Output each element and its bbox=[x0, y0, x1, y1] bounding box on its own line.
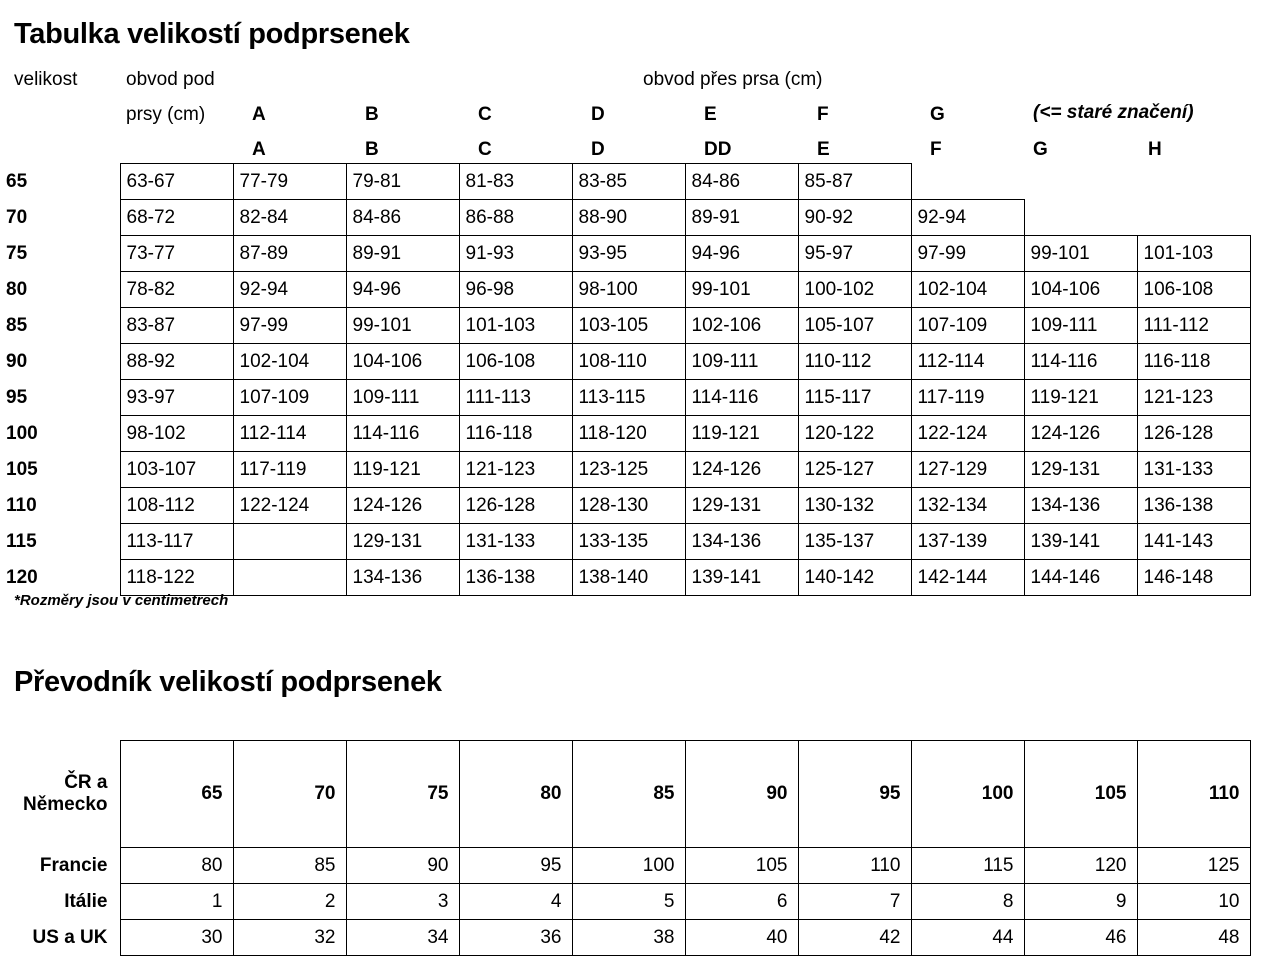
converter-header-cell: 110 bbox=[1137, 741, 1250, 848]
cell-overbust: 140-142 bbox=[798, 560, 911, 596]
header-label-underbust-line2: prsy (cm) bbox=[126, 104, 206, 125]
cell-overbust: 122-124 bbox=[233, 488, 346, 524]
converter-row-label: Itálie bbox=[64, 890, 108, 912]
row-size-label: 95 bbox=[6, 386, 28, 408]
cup-header-old-2: C bbox=[478, 104, 492, 125]
row-size-label: 100 bbox=[6, 422, 38, 444]
cell-overbust: 135-137 bbox=[798, 524, 911, 560]
table-row bbox=[0, 560, 1250, 596]
converter-header-cell: 105 bbox=[1024, 741, 1137, 848]
table-row bbox=[0, 164, 1250, 200]
cell-overbust: 120-122 bbox=[798, 416, 911, 452]
converter-cell: 6 bbox=[685, 884, 798, 920]
converter-cell: 100 bbox=[572, 848, 685, 884]
cell-overbust: 136-138 bbox=[459, 560, 572, 596]
cell-overbust: 77-79 bbox=[233, 164, 346, 200]
cell-overbust bbox=[233, 560, 346, 596]
sizes-table-footnote: *Rozměry jsou v centimetrech bbox=[14, 592, 229, 609]
cell-overbust: 106-108 bbox=[459, 344, 572, 380]
row-size-label: 105 bbox=[6, 458, 38, 480]
cell-overbust: 129-131 bbox=[685, 488, 798, 524]
cell-overbust: 101-103 bbox=[459, 308, 572, 344]
converter-cell: 38 bbox=[572, 920, 685, 956]
cell-overbust: 133-135 bbox=[572, 524, 685, 560]
cell-overbust: 127-129 bbox=[911, 452, 1024, 488]
header-label-underbust-line1: obvod pod bbox=[126, 69, 215, 90]
row-size-label: 70 bbox=[6, 206, 28, 228]
converter-cell: 7 bbox=[798, 884, 911, 920]
cell-overbust: 94-96 bbox=[685, 236, 798, 272]
cell-overbust: 114-116 bbox=[685, 380, 798, 416]
cell-overbust: 83-85 bbox=[572, 164, 685, 200]
converter-header-cell: 95 bbox=[798, 741, 911, 848]
cell-overbust: 102-104 bbox=[911, 272, 1024, 308]
cup-header-old-6: G bbox=[930, 104, 945, 125]
cell-overbust: 126-128 bbox=[1137, 416, 1250, 452]
cell-overbust: 128-130 bbox=[572, 488, 685, 524]
converter-cell: 44 bbox=[911, 920, 1024, 956]
cell-overbust: 136-138 bbox=[1137, 488, 1250, 524]
converter-cell: 1 bbox=[120, 884, 233, 920]
cell-overbust: 134-136 bbox=[685, 524, 798, 560]
converter-row-label: Francie bbox=[39, 854, 108, 876]
cell-overbust: 116-118 bbox=[459, 416, 572, 452]
cell-overbust: 121-123 bbox=[459, 452, 572, 488]
bra-size-chart-table bbox=[0, 163, 1251, 596]
table-header-row bbox=[0, 741, 1250, 848]
cup-header-new-8: H bbox=[1148, 139, 1162, 160]
cell-overbust: 119-121 bbox=[685, 416, 798, 452]
cell-overbust: 129-131 bbox=[346, 524, 459, 560]
cup-header-old-1: B bbox=[365, 104, 379, 125]
converter-cell: 36 bbox=[459, 920, 572, 956]
cup-header-new-0: A bbox=[252, 139, 266, 160]
cell-underbust: 73-77 bbox=[120, 236, 233, 272]
cell-overbust: 103-105 bbox=[572, 308, 685, 344]
cell-overbust: 146-148 bbox=[1137, 560, 1250, 596]
row-size-label: 85 bbox=[6, 314, 28, 336]
converter-header-cell: 70 bbox=[233, 741, 346, 848]
table-row bbox=[0, 524, 1250, 560]
cell-underbust: 98-102 bbox=[120, 416, 233, 452]
cell-overbust: 87-89 bbox=[233, 236, 346, 272]
cell-overbust: 142-144 bbox=[911, 560, 1024, 596]
cell-overbust bbox=[233, 524, 346, 560]
cup-header-new-4: DD bbox=[704, 139, 732, 160]
converter-header-cell: 100 bbox=[911, 741, 1024, 848]
cell-overbust: 126-128 bbox=[459, 488, 572, 524]
row-size-label: 90 bbox=[6, 350, 28, 372]
converter-header-label-line1: ČR a bbox=[64, 772, 108, 794]
cell-overbust bbox=[1137, 200, 1250, 236]
converter-cell: 8 bbox=[911, 884, 1024, 920]
page-title-converter: Převodník velikostí podprsenek bbox=[14, 666, 442, 698]
cell-overbust: 118-120 bbox=[572, 416, 685, 452]
row-size-label: 75 bbox=[6, 242, 28, 264]
converter-row-label: US a UK bbox=[32, 926, 108, 948]
cell-overbust: 89-91 bbox=[685, 200, 798, 236]
cell-overbust: 111-112 bbox=[1137, 308, 1250, 344]
cell-overbust: 107-109 bbox=[233, 380, 346, 416]
table-row bbox=[0, 380, 1250, 416]
row-size-label: 115 bbox=[6, 530, 37, 552]
cell-overbust: 99-101 bbox=[685, 272, 798, 308]
header-label-velikost: velikost bbox=[14, 69, 78, 90]
cell-overbust: 137-139 bbox=[911, 524, 1024, 560]
table-row bbox=[0, 488, 1250, 524]
cell-overbust: 84-86 bbox=[346, 200, 459, 236]
cell-underbust: 108-112 bbox=[120, 488, 233, 524]
cell-overbust: 134-136 bbox=[1024, 488, 1137, 524]
bra-size-converter-table bbox=[0, 740, 1251, 956]
converter-cell: 10 bbox=[1137, 884, 1250, 920]
cell-overbust: 114-116 bbox=[1024, 344, 1137, 380]
cell-overbust: 92-94 bbox=[233, 272, 346, 308]
cell-overbust: 111-113 bbox=[459, 380, 572, 416]
cell-overbust: 79-81 bbox=[346, 164, 459, 200]
cell-overbust: 116-118 bbox=[1137, 344, 1250, 380]
cell-overbust: 132-134 bbox=[911, 488, 1024, 524]
cell-overbust: 93-95 bbox=[572, 236, 685, 272]
cell-overbust: 117-119 bbox=[233, 452, 346, 488]
table-row bbox=[0, 884, 1250, 920]
converter-cell: 4 bbox=[459, 884, 572, 920]
cell-overbust: 84-86 bbox=[685, 164, 798, 200]
cup-header-new-5: E bbox=[817, 139, 830, 160]
converter-cell: 110 bbox=[798, 848, 911, 884]
sizes-table-header-band bbox=[0, 60, 1268, 160]
converter-cell: 30 bbox=[120, 920, 233, 956]
cell-overbust: 85-87 bbox=[798, 164, 911, 200]
converter-cell: 9 bbox=[1024, 884, 1137, 920]
cell-overbust: 95-97 bbox=[798, 236, 911, 272]
cell-overbust: 112-114 bbox=[233, 416, 346, 452]
row-size-label: 65 bbox=[6, 170, 28, 192]
converter-cell: 2 bbox=[233, 884, 346, 920]
cell-overbust: 107-109 bbox=[911, 308, 1024, 344]
page-title-sizes-chart: Tabulka velikostí podprsenek bbox=[14, 18, 410, 50]
cell-overbust: 117-119 bbox=[911, 380, 1024, 416]
row-size-label: 80 bbox=[6, 278, 28, 300]
cell-overbust: 139-141 bbox=[1024, 524, 1137, 560]
converter-cell: 48 bbox=[1137, 920, 1250, 956]
row-size-label: 120 bbox=[6, 566, 38, 588]
cell-overbust: 124-126 bbox=[1024, 416, 1137, 452]
converter-cell: 90 bbox=[346, 848, 459, 884]
cell-underbust: 118-122 bbox=[120, 560, 233, 596]
row-size-label: 110 bbox=[6, 494, 37, 516]
cell-overbust: 81-83 bbox=[459, 164, 572, 200]
cell-overbust: 123-125 bbox=[572, 452, 685, 488]
cell-underbust: 88-92 bbox=[120, 344, 233, 380]
cell-overbust: 110-112 bbox=[798, 344, 911, 380]
cell-overbust: 105-107 bbox=[798, 308, 911, 344]
header-label-overbust: obvod přes prsa (cm) bbox=[643, 69, 823, 90]
table-row bbox=[0, 452, 1250, 488]
cup-header-old-5: F bbox=[817, 104, 829, 125]
cell-underbust: 83-87 bbox=[120, 308, 233, 344]
converter-header-cell: 75 bbox=[346, 741, 459, 848]
cell-underbust: 63-67 bbox=[120, 164, 233, 200]
cell-underbust: 68-72 bbox=[120, 200, 233, 236]
cup-header-new-3: D bbox=[591, 139, 605, 160]
cup-header-old-4: E bbox=[704, 104, 717, 125]
converter-cell: 3 bbox=[346, 884, 459, 920]
converter-header-cell: 65 bbox=[120, 741, 233, 848]
converter-cell: 32 bbox=[233, 920, 346, 956]
cell-overbust: 112-114 bbox=[911, 344, 1024, 380]
table-row bbox=[0, 344, 1250, 380]
cup-header-new-7: G bbox=[1033, 139, 1048, 160]
cell-overbust: 119-121 bbox=[346, 452, 459, 488]
converter-cell: 80 bbox=[120, 848, 233, 884]
cell-overbust bbox=[1024, 200, 1137, 236]
cell-overbust: 144-146 bbox=[1024, 560, 1137, 596]
cell-underbust: 78-82 bbox=[120, 272, 233, 308]
cell-overbust: 82-84 bbox=[233, 200, 346, 236]
converter-cell: 46 bbox=[1024, 920, 1137, 956]
converter-cell: 34 bbox=[346, 920, 459, 956]
cell-overbust: 138-140 bbox=[572, 560, 685, 596]
cell-overbust: 131-133 bbox=[1137, 452, 1250, 488]
converter-cell: 105 bbox=[685, 848, 798, 884]
converter-cell: 40 bbox=[685, 920, 798, 956]
cell-overbust: 99-101 bbox=[346, 308, 459, 344]
converter-cell: 120 bbox=[1024, 848, 1137, 884]
cell-overbust: 96-98 bbox=[459, 272, 572, 308]
cell-overbust: 106-108 bbox=[1137, 272, 1250, 308]
converter-cell: 85 bbox=[233, 848, 346, 884]
cell-underbust: 113-117 bbox=[120, 524, 233, 560]
converter-header-cell: 85 bbox=[572, 741, 685, 848]
cell-overbust: 139-141 bbox=[685, 560, 798, 596]
cup-header-old-0: A bbox=[252, 104, 266, 125]
cell-overbust: 108-110 bbox=[572, 344, 685, 380]
cell-overbust: 131-133 bbox=[459, 524, 572, 560]
cell-overbust: 121-123 bbox=[1137, 380, 1250, 416]
table-row bbox=[0, 920, 1250, 956]
cell-overbust: 86-88 bbox=[459, 200, 572, 236]
cell-overbust: 99-101 bbox=[1024, 236, 1137, 272]
cell-overbust bbox=[1024, 164, 1137, 200]
converter-cell: 95 bbox=[459, 848, 572, 884]
cell-overbust: 125-127 bbox=[798, 452, 911, 488]
cup-header-old-3: D bbox=[591, 104, 605, 125]
cell-overbust: 101-103 bbox=[1137, 236, 1250, 272]
cell-overbust: 113-115 bbox=[572, 380, 685, 416]
cell-overbust: 100-102 bbox=[798, 272, 911, 308]
cell-overbust: 89-91 bbox=[346, 236, 459, 272]
cell-overbust: 90-92 bbox=[798, 200, 911, 236]
table-row bbox=[0, 416, 1250, 452]
cell-overbust: 92-94 bbox=[911, 200, 1024, 236]
cell-overbust: 134-136 bbox=[346, 560, 459, 596]
cup-header-new-1: B bbox=[365, 139, 379, 160]
table-row bbox=[0, 308, 1250, 344]
cell-overbust: 119-121 bbox=[1024, 380, 1137, 416]
cell-overbust bbox=[1137, 164, 1250, 200]
cup-header-new-6: F bbox=[930, 139, 942, 160]
cell-overbust: 141-143 bbox=[1137, 524, 1250, 560]
cell-underbust: 93-97 bbox=[120, 380, 233, 416]
cell-overbust bbox=[911, 164, 1024, 200]
cell-overbust: 109-111 bbox=[685, 344, 798, 380]
header-note-old-notation: (<= staré značení) bbox=[1033, 102, 1194, 123]
cell-underbust: 103-107 bbox=[120, 452, 233, 488]
cell-overbust: 114-116 bbox=[346, 416, 459, 452]
cell-overbust: 98-100 bbox=[572, 272, 685, 308]
cell-overbust: 88-90 bbox=[572, 200, 685, 236]
converter-cell: 5 bbox=[572, 884, 685, 920]
cell-overbust: 109-111 bbox=[1024, 308, 1137, 344]
table-row bbox=[0, 272, 1250, 308]
cell-overbust: 109-111 bbox=[346, 380, 459, 416]
cell-overbust: 130-132 bbox=[798, 488, 911, 524]
converter-header-label-line2: Německo bbox=[23, 794, 108, 815]
cell-overbust: 104-106 bbox=[1024, 272, 1137, 308]
cell-overbust: 122-124 bbox=[911, 416, 1024, 452]
converter-cell: 42 bbox=[798, 920, 911, 956]
cell-overbust: 102-106 bbox=[685, 308, 798, 344]
cup-header-new-2: C bbox=[478, 139, 492, 160]
cell-overbust: 91-93 bbox=[459, 236, 572, 272]
converter-header-cell: 80 bbox=[459, 741, 572, 848]
converter-header-label bbox=[0, 741, 120, 848]
table-row bbox=[0, 848, 1250, 884]
cell-overbust: 102-104 bbox=[233, 344, 346, 380]
cell-overbust: 129-131 bbox=[1024, 452, 1137, 488]
table-row bbox=[0, 200, 1250, 236]
cell-overbust: 124-126 bbox=[346, 488, 459, 524]
cell-overbust: 104-106 bbox=[346, 344, 459, 380]
converter-cell: 115 bbox=[911, 848, 1024, 884]
cell-overbust: 124-126 bbox=[685, 452, 798, 488]
cell-overbust: 97-99 bbox=[911, 236, 1024, 272]
converter-cell: 125 bbox=[1137, 848, 1250, 884]
cell-overbust: 115-117 bbox=[798, 380, 911, 416]
table-row bbox=[0, 236, 1250, 272]
cell-overbust: 94-96 bbox=[346, 272, 459, 308]
converter-header-cell: 90 bbox=[685, 741, 798, 848]
cell-overbust: 97-99 bbox=[233, 308, 346, 344]
